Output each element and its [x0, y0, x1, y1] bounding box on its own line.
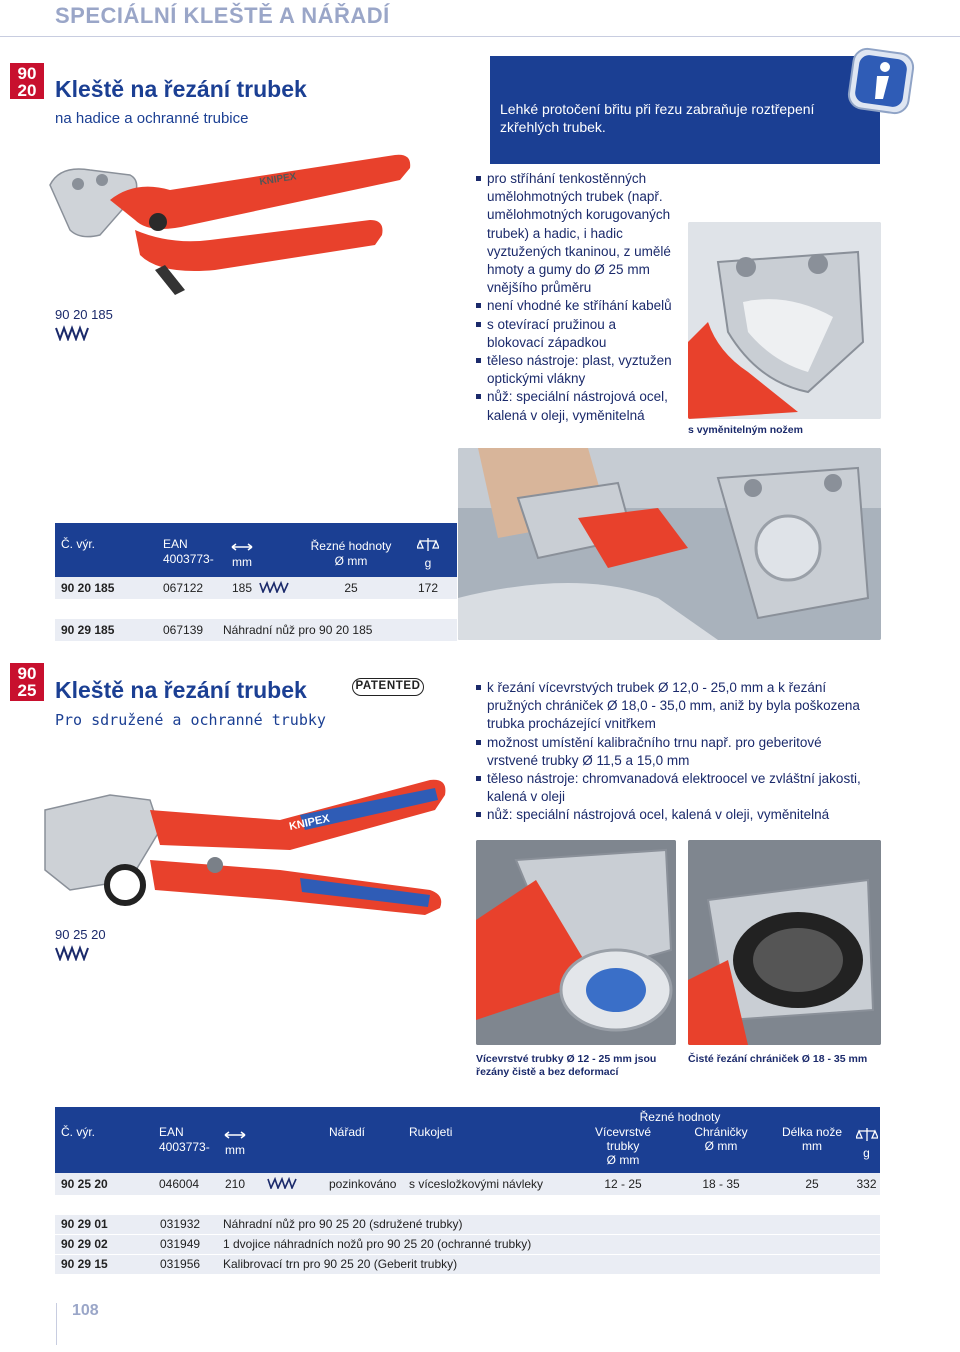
badge-line-2: 25 [17, 681, 37, 700]
table-row [55, 577, 457, 599]
grip-zigzag-icon [55, 945, 89, 964]
product-photo-90-25-20 [40, 770, 460, 920]
table-header [55, 523, 457, 577]
banner-text: Lehké protočení břitu při řezu zabraňuje roztřepení zkřehlých trubek. [500, 101, 815, 135]
product-code: 90 25 20 [55, 927, 106, 942]
badge-line-1: 90 [17, 64, 37, 83]
header-rule [0, 36, 960, 37]
feature-list [476, 170, 676, 425]
feature-item: těleso nástroje: chromvanadová elektroocel ve zvláštní jakosti, kalená v oleji [476, 770, 876, 806]
col-multilayer-label-2: trubky [606, 1139, 640, 1153]
accessory-code: 90 29 15 [61, 1257, 108, 1271]
grip-zigzag-icon [267, 1177, 297, 1189]
cell-multilayer: 12 - 25 [604, 1177, 642, 1191]
multilayer-pipe-photo [476, 840, 676, 1045]
col-multilayer-label: Vícevrstvé [594, 1125, 651, 1139]
accessory-row [55, 1235, 880, 1254]
col-ean-prefix: 4003773- [163, 552, 214, 566]
photo-caption: s vyměnitelným nožem [688, 424, 803, 436]
col-weight [399, 523, 457, 577]
cell-conduit: 18 - 35 [702, 1177, 740, 1191]
col-length [217, 1107, 253, 1173]
accessory-code: 90 29 01 [61, 1217, 108, 1231]
col-blade [771, 1107, 853, 1173]
cell-blade: 25 [805, 1177, 819, 1191]
col-weight-unit: g [863, 1146, 870, 1160]
cell-cut: 25 [344, 581, 358, 595]
scale-icon [417, 537, 439, 553]
col-tool: Nářadí [329, 1125, 366, 1139]
col-cut [303, 523, 399, 577]
col-length-unit: mm [225, 1143, 245, 1157]
cell-length: 210 [224, 1177, 246, 1191]
col-ean-prefix: 4003773- [159, 1140, 210, 1154]
col-length [225, 523, 259, 577]
col-grip [259, 523, 303, 577]
svg-text:KNIPEX: KNIPEX [258, 171, 298, 188]
col-weight-unit: g [424, 556, 432, 570]
cell-grip [259, 577, 303, 599]
col-ean-label: EAN [159, 1125, 184, 1139]
cell-code: 90 20 185 [61, 581, 115, 595]
page-number-rule [56, 1303, 57, 1345]
section-subtitle: Pro sdružené a ochranné trubky [55, 711, 326, 729]
col-blade-label: Délka nože [781, 1125, 843, 1139]
table-row [55, 1173, 880, 1195]
accessory-list [55, 1215, 880, 1274]
col-multilayer-unit: Ø mm [606, 1153, 640, 1167]
photo-caption: Čisté řezání chrániček Ø 18 - 35 mm [688, 1053, 868, 1065]
accessory-ean: 031956 [160, 1257, 201, 1271]
photo-caption: Vícevrstvé trubky Ø 12 - 25 mm jsou řezány čistě a bez deformací [476, 1053, 657, 1078]
feature-item: k řezání vícevrstvých trubek Ø 12,0 - 25,0 mm a k řezání pružných chrániček Ø 18,0 - 35,0 mm, aniž by byla poškozena trubka procházející vnitřkem [476, 679, 876, 734]
accessory-code: 90 29 185 [61, 623, 115, 637]
category-title: SPECIÁLNÍ KLEŠTĚ A NÁŘADÍ [55, 3, 390, 28]
svg-text:KNIPEX: KNIPEX [288, 812, 331, 833]
col-blade-unit: mm [802, 1139, 822, 1153]
col-conduit-unit: Ø mm [704, 1139, 738, 1153]
feature-item: těleso nástroje: plast, vyztužen optickými vlákny [476, 352, 676, 388]
section-badge [10, 63, 44, 99]
accessory-ean: 031949 [160, 1237, 201, 1251]
cell-handles: s vícesložkovými návleky [409, 1177, 544, 1191]
accessory-ean: 067139 [163, 623, 204, 637]
accessory-desc: 1 dvojice náhradních nožů pro 90 25 20 (ochranné trubky) [223, 1237, 532, 1251]
product-photo-90-20-185 [40, 150, 450, 300]
scale-icon [856, 1127, 878, 1143]
usage-photo [458, 448, 881, 640]
cell-ean: 046004 [159, 1177, 200, 1191]
feature-item: možnost umístění kalibračního trnu např. pro geberitové vrstvené trubky Ø 11,5 a 15,0 mm [476, 734, 876, 770]
cell-code: 90 25 20 [61, 1177, 108, 1191]
accessory-desc: Náhradní nůž pro 90 20 185 [223, 623, 373, 637]
col-grip [253, 1107, 325, 1173]
cut-values-group-header: Řezné hodnoty [639, 1110, 721, 1124]
cell-grip [253, 1173, 325, 1195]
cell-length: 185 [231, 581, 253, 595]
feature-item: pro stříhání tenkostěnných umělohmotných trubek (např. umělohmotných korugovaných trubek) a hadic, i hadic vyztužených tkaninou, z umělé hmoty a gumy do Ø 25 mm vnějšího průměru [476, 170, 676, 297]
feature-item: nůž: speciální nástrojová ocel, kalená v oleji, vyměnitelná [476, 806, 876, 824]
page-number: 108 [72, 1302, 99, 1319]
accessory-desc: Náhradní nůž pro 90 25 20 (sdružené trubky) [223, 1217, 463, 1231]
col-ean [155, 1107, 217, 1173]
feature-item: nůž: speciální nástrojová ocel, kalená v oleji, vyměnitelná [476, 388, 676, 424]
conduit-photo [688, 840, 881, 1045]
cell-weight: 332 [856, 1177, 877, 1191]
info-banner [490, 56, 880, 164]
accessory-desc: Kalibrovací trn pro 90 25 20 (Geberit trubky) [223, 1257, 458, 1271]
col-conduit-label: Chráničky [694, 1125, 748, 1139]
feature-item: není vhodné ke stříhání kabelů [476, 297, 676, 315]
accessory-row [55, 1215, 880, 1234]
col-ean-label: EAN [163, 537, 188, 551]
section-badge [10, 663, 44, 701]
cell-tool: pozinkováno [329, 1177, 397, 1191]
accessory-row [55, 619, 457, 641]
col-ean [159, 523, 225, 577]
feature-list [476, 679, 876, 825]
info-icon [845, 45, 917, 117]
product-table [55, 523, 457, 599]
accessory-code: 90 29 02 [61, 1237, 108, 1251]
badge-line-1: 90 [17, 664, 37, 683]
grip-zigzag-icon [55, 325, 89, 344]
blade-closeup-photo [688, 222, 881, 419]
cell-weight: 172 [417, 581, 439, 595]
col-code: Č. výr. [61, 1125, 96, 1139]
col-handles: Rukojeti [409, 1125, 453, 1139]
col-code: Č. výr. [61, 537, 96, 551]
col-cut-label: Řezné hodnoty [310, 539, 392, 553]
length-arrow-icon [231, 542, 253, 552]
length-arrow-icon [224, 1130, 246, 1140]
product-code: 90 20 185 [55, 307, 113, 322]
col-weight [853, 1107, 880, 1173]
col-cut-unit: Ø mm [334, 554, 368, 568]
grip-zigzag-icon [259, 581, 289, 593]
accessory-ean: 031932 [160, 1217, 201, 1231]
cell-ean: 067122 [163, 581, 204, 595]
section-title: Kleště na řezání trubek [55, 677, 307, 703]
badge-line-2: 20 [17, 81, 37, 100]
section-subtitle: na hadice a ochranné trubice [55, 110, 249, 127]
col-length-unit: mm [232, 555, 252, 569]
section-title: Kleště na řezání trubek [55, 76, 307, 102]
feature-item: s otevírací pružinou a blokovací západkou [476, 316, 676, 352]
patented-badge: PATENTED [352, 678, 424, 696]
accessory-row [55, 1255, 880, 1274]
